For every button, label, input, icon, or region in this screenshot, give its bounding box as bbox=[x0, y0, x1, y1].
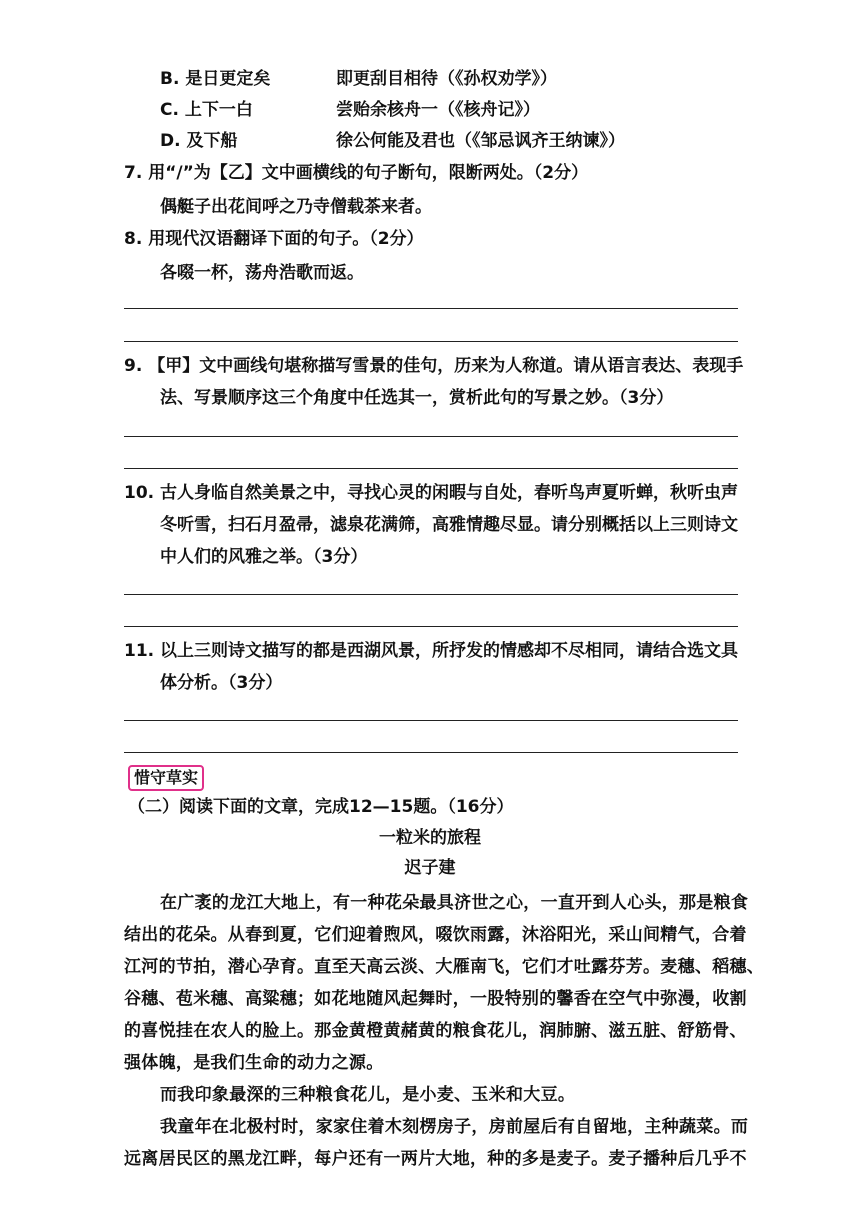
question-9-line-1: 9. 【甲】文中画线句堪称描写雪景的佳句，历来为人称道。请从语言表达、表现手 bbox=[124, 356, 744, 376]
question-7-sentence: 偶艇子出花间呼之乃寺僧载茶来者。 bbox=[160, 197, 432, 217]
answer-line[interactable] bbox=[124, 436, 738, 437]
option-d-label: D. 及下船 bbox=[160, 131, 238, 151]
answer-line[interactable] bbox=[124, 720, 738, 721]
article-line: 江河的节拍，潜心孕育。直至天高云淡、大雁南飞，它们才吐露芬芳。麦穗、稻穗、 bbox=[124, 957, 765, 977]
option-b-ref: 即更刮目相待（《孙权劝学》） bbox=[336, 69, 557, 89]
article-line: 而我印象最深的三种粮食花儿，是小麦、玉米和大豆。 bbox=[160, 1085, 576, 1105]
article-line: 谷穗、苞米穗、高粱穗；如花地随风起舞时，一股特别的馨香在空气中弥漫，收割 bbox=[124, 989, 747, 1009]
article-title: 一粒米的旅程 bbox=[379, 828, 481, 848]
question-7-prompt: 7. 用“/”为【乙】文中画横线的句子断句，限断两处。（2分） bbox=[124, 163, 589, 183]
answer-line[interactable] bbox=[124, 594, 738, 595]
question-11-line-2: 体分析。（3分） bbox=[160, 673, 283, 693]
question-8-sentence: 各啜一杯，荡舟浩歌而返。 bbox=[160, 263, 364, 283]
answer-line[interactable] bbox=[124, 308, 738, 309]
answer-line[interactable] bbox=[124, 341, 738, 342]
answer-line[interactable] bbox=[124, 752, 738, 753]
option-c-label: C. 上下一白 bbox=[160, 100, 253, 120]
answer-line[interactable] bbox=[124, 468, 738, 469]
article-line: 强体魄，是我们生命的动力之源。 bbox=[124, 1053, 384, 1073]
question-8-prompt: 8. 用现代汉语翻译下面的句子。（2分） bbox=[124, 229, 424, 249]
article-line: 结出的花朵。从春到夏，它们迎着煦风，啜饮雨露，沐浴阳光，采山间精气，合着 bbox=[124, 925, 747, 945]
option-b-label: B. 是日更定矣 bbox=[160, 69, 271, 89]
section-intro: （二）阅读下面的文章，完成12—15题。（16分） bbox=[128, 797, 514, 817]
question-10-line-1: 10. 古人身临自然美景之中，寻找心灵的闲暇与自处，春听鸟声夏听蝉，秋听虫声 bbox=[124, 483, 739, 503]
article-line: 我童年在北极村时，家家住着木刻楞房子，房前屋后有自留地，主种蔬菜。而 bbox=[160, 1117, 749, 1137]
section-tag: 惜守草实 bbox=[128, 765, 204, 791]
article-line: 的喜悦挂在农人的脸上。那金黄橙黄赭黄的粮食花儿，润肺腑、滋五脏、舒筋骨、 bbox=[124, 1021, 747, 1041]
question-11-line-1: 11. 以上三则诗文描写的都是西湖风景，所抒发的情感却不尽相同，请结合选文具 bbox=[124, 641, 739, 661]
option-d-ref: 徐公何能及君也（《邹忌讽齐王纳谏》） bbox=[336, 131, 625, 151]
article-line: 在广袤的龙江大地上，有一种花朵最具济世之心，一直开到人心头，那是粮食 bbox=[160, 893, 749, 913]
article-author: 迟子建 bbox=[404, 858, 456, 878]
answer-line[interactable] bbox=[124, 626, 738, 627]
question-9-line-2: 法、写景顺序这三个角度中任选其一，赏析此句的写景之妙。（3分） bbox=[160, 388, 674, 408]
article-line: 远离居民区的黑龙江畔，每户还有一两片大地，种的多是麦子。麦子播种后几乎不 bbox=[124, 1149, 747, 1169]
option-c-ref: 尝贻余核舟一（《核舟记》） bbox=[336, 100, 540, 120]
question-10-line-2: 冬听雪，扫石月盈帚，滤泉花满筛，高雅情趣尽显。请分别概括以上三则诗文 bbox=[160, 515, 738, 535]
question-10-line-3: 中人们的风雅之举。（3分） bbox=[160, 547, 368, 567]
